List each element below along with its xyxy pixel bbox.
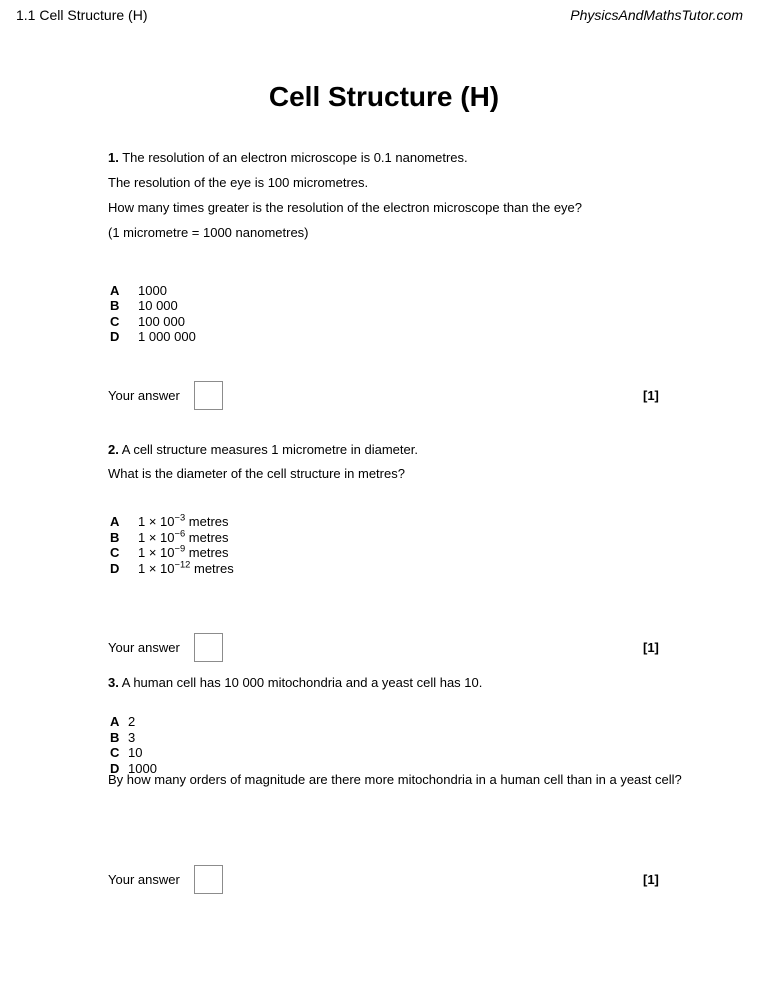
option-letter: A (110, 283, 120, 299)
question-text: What is the diameter of the cell structure in metres? (108, 466, 405, 481)
your-answer-label: Your answer (108, 640, 180, 655)
option-letter: B (110, 298, 120, 314)
option-letter: D (110, 761, 120, 777)
option-letter: C (110, 545, 120, 561)
question-text: By how many orders of magnitude are there more mitochondria in a human cell than in a yeast cell? (108, 772, 682, 787)
your-answer-label: Your answer (108, 388, 180, 403)
question-number: 3. (108, 675, 119, 690)
question-text: 1. The resolution of an electron microscope is 0.1 nanometres. (108, 150, 468, 165)
option-value: $1 \times 10^{-6}$ metres (138, 529, 229, 546)
page-title: Cell Structure (H) (268, 81, 500, 112)
option-letter: D (110, 561, 120, 577)
option-letter: B (110, 730, 120, 746)
option-letter: D (110, 329, 120, 345)
option-letter: C (110, 745, 120, 761)
answer-box-q2[interactable] (194, 633, 223, 662)
option-value: 1000 (138, 283, 167, 299)
option-value: $1 \times 10^{-9}$ metres (138, 544, 229, 561)
header-right-link[interactable]: PhysicsAndMathsTutor.com (570, 7, 743, 23)
option-letter: C (110, 314, 120, 330)
option-value: 100 000 (138, 314, 185, 330)
your-answer-label: Your answer (108, 872, 180, 887)
option-value: 10 (128, 745, 143, 761)
answer-box-q3[interactable] (194, 865, 223, 894)
question-text: 2. A cell structure measures 1 micrometre in diameter. (108, 442, 418, 457)
option-value: 1000 (128, 761, 157, 777)
option-value: 1 000 000 (138, 329, 196, 345)
option-letter: B (110, 530, 120, 546)
answer-box-q1[interactable] (194, 381, 223, 410)
option-value: 3 (128, 730, 136, 746)
option-value: $1 \times 10^{-12}$ metres (138, 560, 234, 577)
question-text: (1 micrometre = 1000 nanometres) (108, 225, 309, 240)
option-letter: A (110, 714, 120, 730)
question-number: 2. (108, 442, 119, 457)
marks-badge: [1] (643, 872, 659, 887)
question-number: 1. (108, 150, 119, 165)
marks-badge: [1] (643, 388, 659, 403)
option-value: 10 000 (138, 298, 178, 314)
option-d (110, 325, 196, 345)
option-letter: A (110, 514, 120, 530)
option-value: 2 (128, 714, 136, 730)
header-left-label: 1.1 Cell Structure (H) (16, 7, 148, 23)
option-d (110, 557, 234, 577)
option-value: $1 \times 10^{-3}$ metres (138, 513, 229, 530)
marks-badge: [1] (643, 640, 659, 655)
question-text: How many times greater is the resolution of the electron microscope than the eye? (108, 200, 583, 215)
question-text: The resolution of the eye is 100 micrometres. (108, 175, 369, 190)
question-text: 3. A human cell has 10 000 mitochondria and a yeast cell has 10. (108, 675, 483, 690)
